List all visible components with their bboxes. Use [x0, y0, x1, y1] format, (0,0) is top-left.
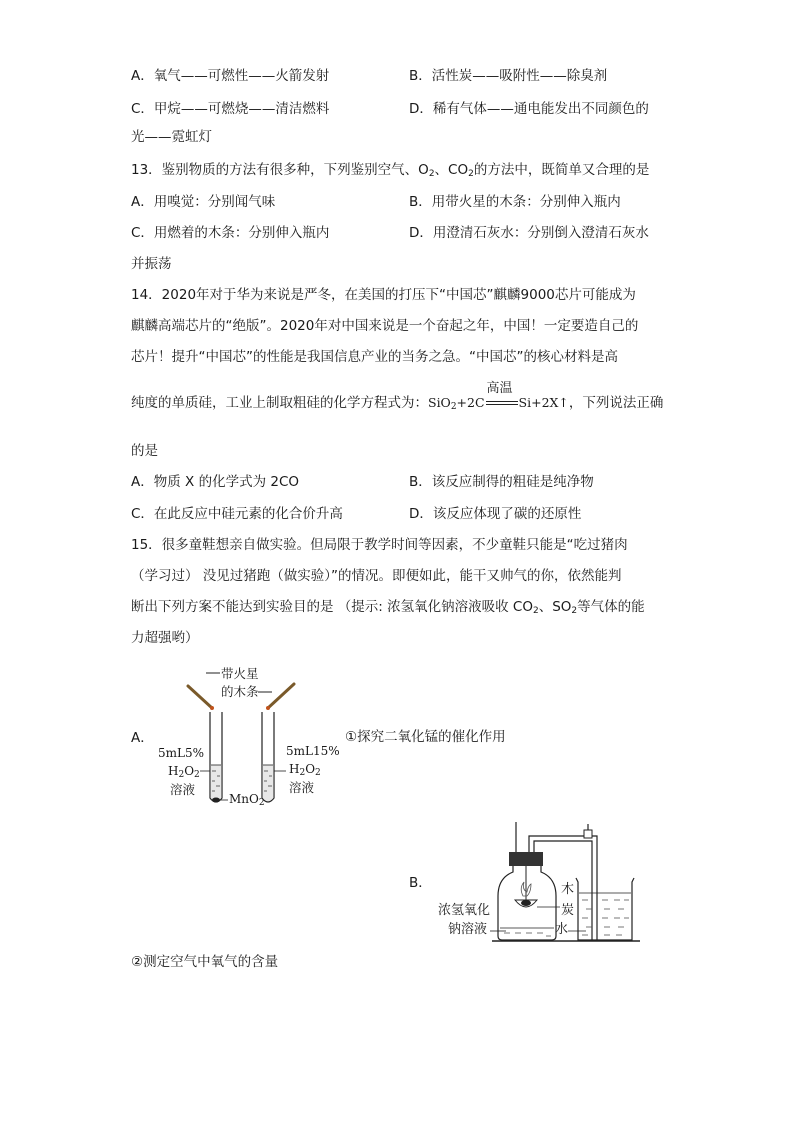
q14-line-3: 芯片！提升“中国芯”的性能是我国信息产业的当务之急。“中国芯”的核心材料是高 [131, 349, 618, 365]
q14-option-b: B．该反应制得的粗硅是纯净物 [409, 474, 594, 490]
q14-line-4: 纯度的单质硅，工业上制取粗硅的化学方程式为：SiO$_2$+2C 高温 Si+2X↑，下列说法正确 [131, 381, 664, 412]
left-formula: $H_2O_2$ [168, 764, 200, 780]
charcoal-label-2: 炭 [561, 903, 575, 918]
q15-line-3: 断出下列方案不能达到实验目的是 （提示: 浓氢氧化钠溶液吸收 $CO_2$、$SO_2$等气体的能 [131, 599, 645, 616]
mno2-label: MnO$_2$ [229, 792, 265, 808]
q12-option-b: B．活性炭——吸附性——除臭剂 [409, 68, 608, 84]
right-formula: $H_2O_2$ [289, 762, 321, 778]
equation-lhs: SiO$_2$+2C [428, 395, 485, 412]
q15-line-2: （学习过） 没见过猪跑（做实验）”的情况。即便如此，能干又帅气的你，依然能判 [131, 568, 622, 584]
equation-rhs: Si+2X↑ [518, 395, 569, 410]
q13-option-b: B．用带火星的木条：分别伸入瓶内 [409, 194, 621, 210]
equation-condition: 高温 [486, 381, 513, 396]
q15-option-a-caption: ①探究二氧化锰的催化作用 [345, 729, 506, 745]
q15-option-b-label: B． [409, 875, 432, 891]
water-label: 水 [555, 922, 569, 937]
q12-option-d: D．稀有气体——通电能发出不同颜色的 [409, 101, 649, 117]
left-solution-label: 溶液 [170, 782, 196, 797]
naoh-label-line-1: 浓氢氧化 [438, 903, 491, 918]
charcoal-icon [521, 900, 531, 906]
right-solution-label: 溶液 [289, 780, 315, 795]
q13-stem: 13．鉴别物质的方法有很多种，下列鉴别空气、$O_2$、$CO_2$的方法中，既简单又合理的是 [131, 162, 650, 179]
beaker-water-hatching [582, 900, 629, 935]
q12-option-a: A．氧气——可燃性——火箭发射 [131, 68, 330, 84]
q14-line-5: 的是 [131, 443, 158, 459]
q15-option-a-label: A． [131, 730, 154, 746]
splint-label-line-2: 的木条 [221, 684, 259, 699]
q14-option-a: A．物质 X 的化学式为 2CO [131, 474, 299, 490]
left-concentration: 5mL5% [158, 746, 205, 760]
q15-option-b-caption: ②测定空气中氧气的含量 [131, 954, 279, 970]
right-concentration: 5mL15% [286, 744, 340, 758]
q13-option-c: C．用燃着的木条：分别伸入瓶内 [131, 225, 330, 241]
naoh-solution-hatching [504, 933, 551, 936]
clamp-icon [584, 830, 592, 838]
q14-option-c: C．在此反应中硅元素的化合价升高 [131, 506, 343, 522]
q13-option-d-cont: 并振荡 [131, 256, 172, 272]
q14-line-2: 麒麟高端芯片的“绝版”。2020年对中国来说是一个奋起之年，中国！一定要造自己的 [131, 318, 639, 334]
q15-line-4: 力超强哟） [131, 630, 199, 646]
charcoal-label-1: 木 [561, 882, 575, 897]
q13-option-a: A．用嗅觉：分别闻气味 [131, 194, 276, 210]
naoh-label-line-2: 钠溶液 [448, 922, 488, 937]
q12-option-c: C．甲烷——可燃烧——清洁燃料 [131, 101, 330, 117]
q14-option-d: D．该反应体现了碳的还原性 [409, 506, 582, 522]
q15-line-1: 15．很多童鞋想亲自做实验。但局限于教学时间等因素，不少童鞋只能是“吃过猪肉 [131, 537, 628, 553]
rubber-stopper-icon [509, 852, 543, 866]
q13-option-d: D．用澄清石灰水：分别倒入澄清石灰水 [409, 225, 649, 241]
q14-line-1: 14．2020年对于华为来说是严冬，在美国的打压下“中国芯”麒麟9000芯片可能成为 [131, 287, 636, 303]
splint-label-line-1: 带火星 [221, 666, 259, 681]
q12-option-d-cont: 光——霓虹灯 [131, 129, 212, 145]
